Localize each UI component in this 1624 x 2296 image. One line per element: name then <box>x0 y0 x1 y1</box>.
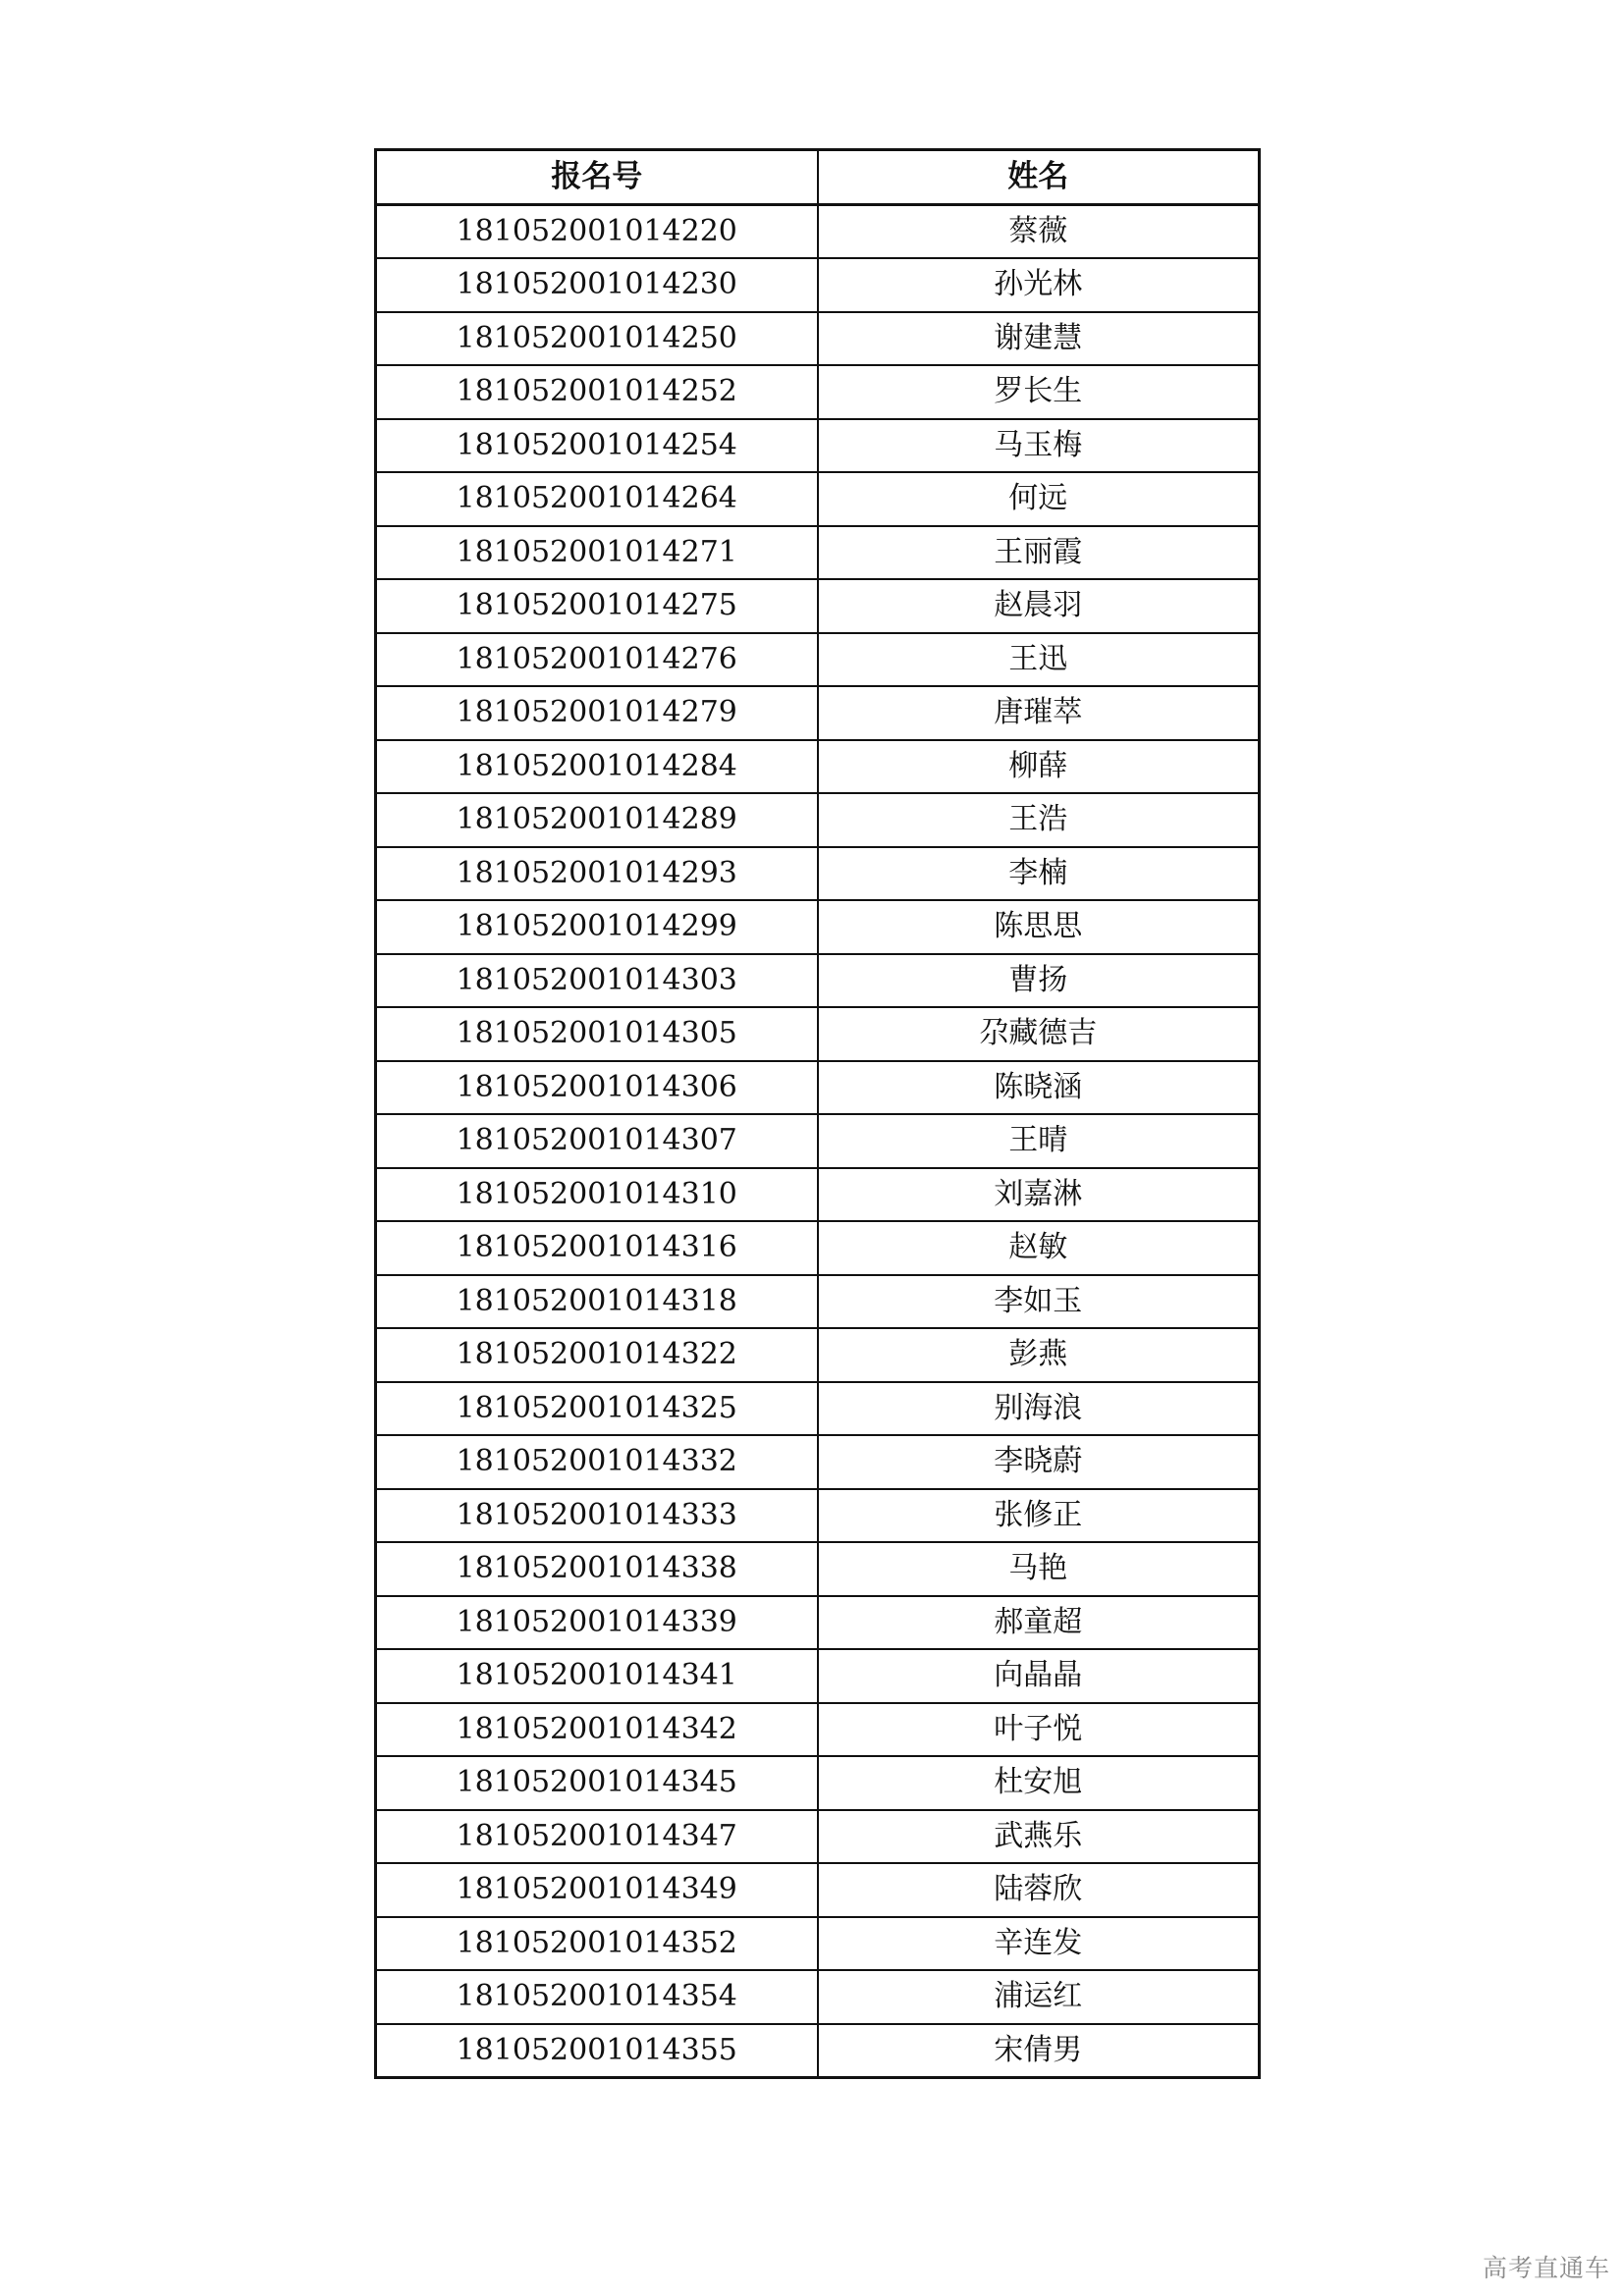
registration-number-cell: 181052001014293 <box>376 847 818 901</box>
registration-number-cell: 181052001014347 <box>376 1810 818 1864</box>
header-registration-number: 报名号 <box>376 150 818 205</box>
name-cell: 浦运红 <box>818 1970 1260 2024</box>
registration-number-cell: 181052001014252 <box>376 365 818 419</box>
name-cell: 马玉梅 <box>818 419 1260 473</box>
table-row <box>376 1382 1260 1436</box>
table-row <box>376 419 1260 473</box>
registration-number-cell: 181052001014325 <box>376 1382 818 1436</box>
table-header-row <box>376 150 1260 205</box>
registration-number-cell: 181052001014355 <box>376 2024 818 2078</box>
name-cell: 王晴 <box>818 1114 1260 1168</box>
table-row <box>376 258 1260 312</box>
registration-number-cell: 181052001014310 <box>376 1168 818 1222</box>
table-row <box>376 2024 1260 2078</box>
table-row <box>376 1917 1260 1971</box>
name-cell: 张修正 <box>818 1489 1260 1543</box>
registration-number-cell: 181052001014307 <box>376 1114 818 1168</box>
registration-number-cell: 181052001014338 <box>376 1542 818 1596</box>
registration-number-cell: 181052001014318 <box>376 1275 818 1329</box>
name-cell: 曹扬 <box>818 954 1260 1008</box>
registration-number-cell: 181052001014276 <box>376 633 818 687</box>
table-row <box>376 1863 1260 1917</box>
name-cell: 李楠 <box>818 847 1260 901</box>
registration-number-cell: 181052001014342 <box>376 1703 818 1757</box>
registration-number-cell: 181052001014299 <box>376 900 818 954</box>
table-row <box>376 900 1260 954</box>
registration-number-cell: 181052001014306 <box>376 1061 818 1115</box>
watermark-text: 高考直通车 <box>1482 2254 1610 2282</box>
name-cell: 叶子悦 <box>818 1703 1260 1757</box>
name-cell: 武燕乐 <box>818 1810 1260 1864</box>
name-cell: 王浩 <box>818 793 1260 847</box>
table-body <box>376 204 1260 2078</box>
name-cell: 谢建慧 <box>818 312 1260 366</box>
table-row <box>376 1168 1260 1222</box>
name-cell: 陈晓涵 <box>818 1061 1260 1115</box>
table-row <box>376 1328 1260 1382</box>
table-row <box>376 1596 1260 1650</box>
table-row <box>376 1649 1260 1703</box>
table-row <box>376 1970 1260 2024</box>
table-row <box>376 1435 1260 1489</box>
name-cell: 尕藏德吉 <box>818 1007 1260 1061</box>
registration-number-cell: 181052001014230 <box>376 258 818 312</box>
name-cell: 马艳 <box>818 1542 1260 1596</box>
table-row <box>376 1007 1260 1061</box>
table-row <box>376 365 1260 419</box>
name-cell: 李晓蔚 <box>818 1435 1260 1489</box>
registration-number-cell: 181052001014254 <box>376 419 818 473</box>
registration-number-cell: 181052001014305 <box>376 1007 818 1061</box>
name-cell: 唐璀萃 <box>818 686 1260 740</box>
table-row <box>376 847 1260 901</box>
name-cell: 李如玉 <box>818 1275 1260 1329</box>
name-cell: 柳薛 <box>818 740 1260 794</box>
registration-number-cell: 181052001014339 <box>376 1596 818 1650</box>
registration-table <box>374 148 1261 2079</box>
name-cell: 彭燕 <box>818 1328 1260 1382</box>
registration-number-cell: 181052001014354 <box>376 1970 818 2024</box>
name-cell: 刘嘉淋 <box>818 1168 1260 1222</box>
table-row <box>376 633 1260 687</box>
name-cell: 别海浪 <box>818 1382 1260 1436</box>
name-cell: 孙光林 <box>818 258 1260 312</box>
registration-number-cell: 181052001014284 <box>376 740 818 794</box>
table-row <box>376 1221 1260 1275</box>
table-row <box>376 1542 1260 1596</box>
name-cell: 赵敏 <box>818 1221 1260 1275</box>
name-cell: 向晶晶 <box>818 1649 1260 1703</box>
table-row <box>376 1703 1260 1757</box>
name-cell: 王迅 <box>818 633 1260 687</box>
table-row <box>376 793 1260 847</box>
registration-number-cell: 181052001014279 <box>376 686 818 740</box>
registration-number-cell: 181052001014289 <box>376 793 818 847</box>
name-cell: 郝童超 <box>818 1596 1260 1650</box>
table-row <box>376 1489 1260 1543</box>
registration-number-cell: 181052001014250 <box>376 312 818 366</box>
registration-number-cell: 181052001014341 <box>376 1649 818 1703</box>
registration-number-cell: 181052001014352 <box>376 1917 818 1971</box>
table-row <box>376 312 1260 366</box>
name-cell: 宋倩男 <box>818 2024 1260 2078</box>
registration-number-cell: 181052001014264 <box>376 472 818 526</box>
registration-number-cell: 181052001014332 <box>376 1435 818 1489</box>
name-cell: 王丽霞 <box>818 526 1260 580</box>
table-row <box>376 686 1260 740</box>
table-row <box>376 1756 1260 1810</box>
registration-number-cell: 181052001014349 <box>376 1863 818 1917</box>
table-row <box>376 1061 1260 1115</box>
registration-number-cell: 181052001014271 <box>376 526 818 580</box>
name-cell: 陈思思 <box>818 900 1260 954</box>
table-row <box>376 526 1260 580</box>
registration-number-cell: 181052001014316 <box>376 1221 818 1275</box>
name-cell: 罗长生 <box>818 365 1260 419</box>
registration-number-cell: 181052001014333 <box>376 1489 818 1543</box>
table-row <box>376 204 1260 258</box>
name-cell: 陆蓉欣 <box>818 1863 1260 1917</box>
registration-number-cell: 181052001014303 <box>376 954 818 1008</box>
name-cell: 何远 <box>818 472 1260 526</box>
name-cell: 杜安旭 <box>818 1756 1260 1810</box>
registration-number-cell: 181052001014220 <box>376 204 818 258</box>
table-row <box>376 1114 1260 1168</box>
registration-number-cell: 181052001014345 <box>376 1756 818 1810</box>
registration-number-cell: 181052001014322 <box>376 1328 818 1382</box>
name-cell: 蔡薇 <box>818 204 1260 258</box>
header-name: 姓名 <box>818 150 1260 205</box>
table-row <box>376 1275 1260 1329</box>
table-row <box>376 954 1260 1008</box>
table-row <box>376 472 1260 526</box>
registration-number-cell: 181052001014275 <box>376 579 818 633</box>
name-cell: 赵晨羽 <box>818 579 1260 633</box>
table-row <box>376 740 1260 794</box>
table-row <box>376 1810 1260 1864</box>
table-row <box>376 579 1260 633</box>
name-cell: 辛连发 <box>818 1917 1260 1971</box>
